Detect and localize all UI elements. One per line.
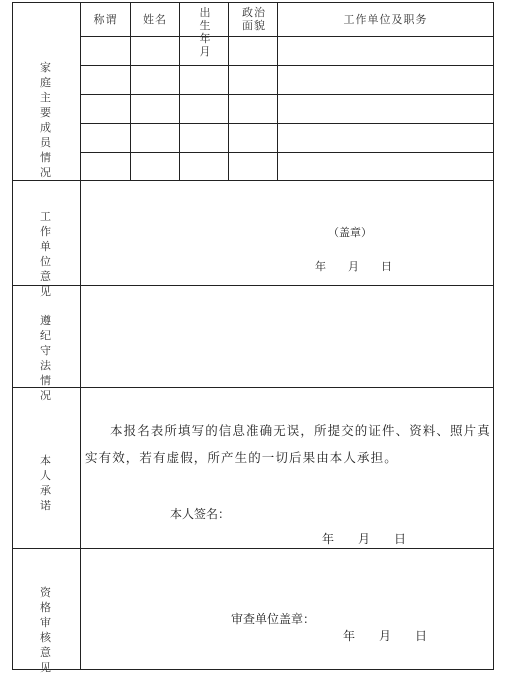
family-row-line [80, 123, 493, 124]
review-date: 年 月 日 [343, 629, 428, 643]
family-col-divider-1 [130, 3, 131, 180]
family-section-label: 家庭主要成员情况 [40, 61, 52, 179]
section-divider-work-unit [13, 285, 493, 286]
pledge-label: 本人承诺 [40, 454, 52, 512]
work-unit-seal-text: （盖章） [328, 226, 372, 239]
signature-label: 本人签名： [170, 507, 231, 521]
family-col-divider-4 [277, 3, 278, 180]
review-seal-label: 审查单位盖章： [231, 612, 316, 626]
work-unit-date: 年 月 日 [315, 260, 392, 273]
family-row-line [80, 152, 493, 153]
section-divider-discipline [13, 387, 493, 388]
registration-form-table [12, 2, 494, 674]
review-label: 资格审核意见 [40, 586, 52, 674]
family-row-line [80, 94, 493, 95]
column-header-employer-position: 工作单位及职务 [343, 13, 428, 26]
pledge-date: 年 月 日 [322, 532, 407, 546]
discipline-label: 遵纪守法情况 [40, 314, 52, 402]
family-col-divider-3 [228, 3, 229, 180]
label-column-divider [80, 3, 81, 669]
family-col-divider-2 [179, 3, 180, 180]
family-row-line [80, 65, 493, 66]
column-header-birth-date: 出生年月 [199, 6, 212, 58]
column-header-name: 姓名 [143, 13, 167, 26]
work-unit-opinion-label: 工作单位意见 [40, 210, 52, 298]
section-divider-family [13, 180, 493, 181]
pledge-statement: 本报名表所填写的信息准确无误，所提交的证件、资料、照片真实有效，若有虚假，所产生的一切后果由本人承担。 [85, 423, 491, 465]
column-header-political-status: 政治面貌 [242, 6, 266, 32]
family-header-line [80, 36, 493, 37]
column-header-relation: 称谓 [93, 13, 118, 26]
section-divider-pledge [13, 548, 493, 549]
